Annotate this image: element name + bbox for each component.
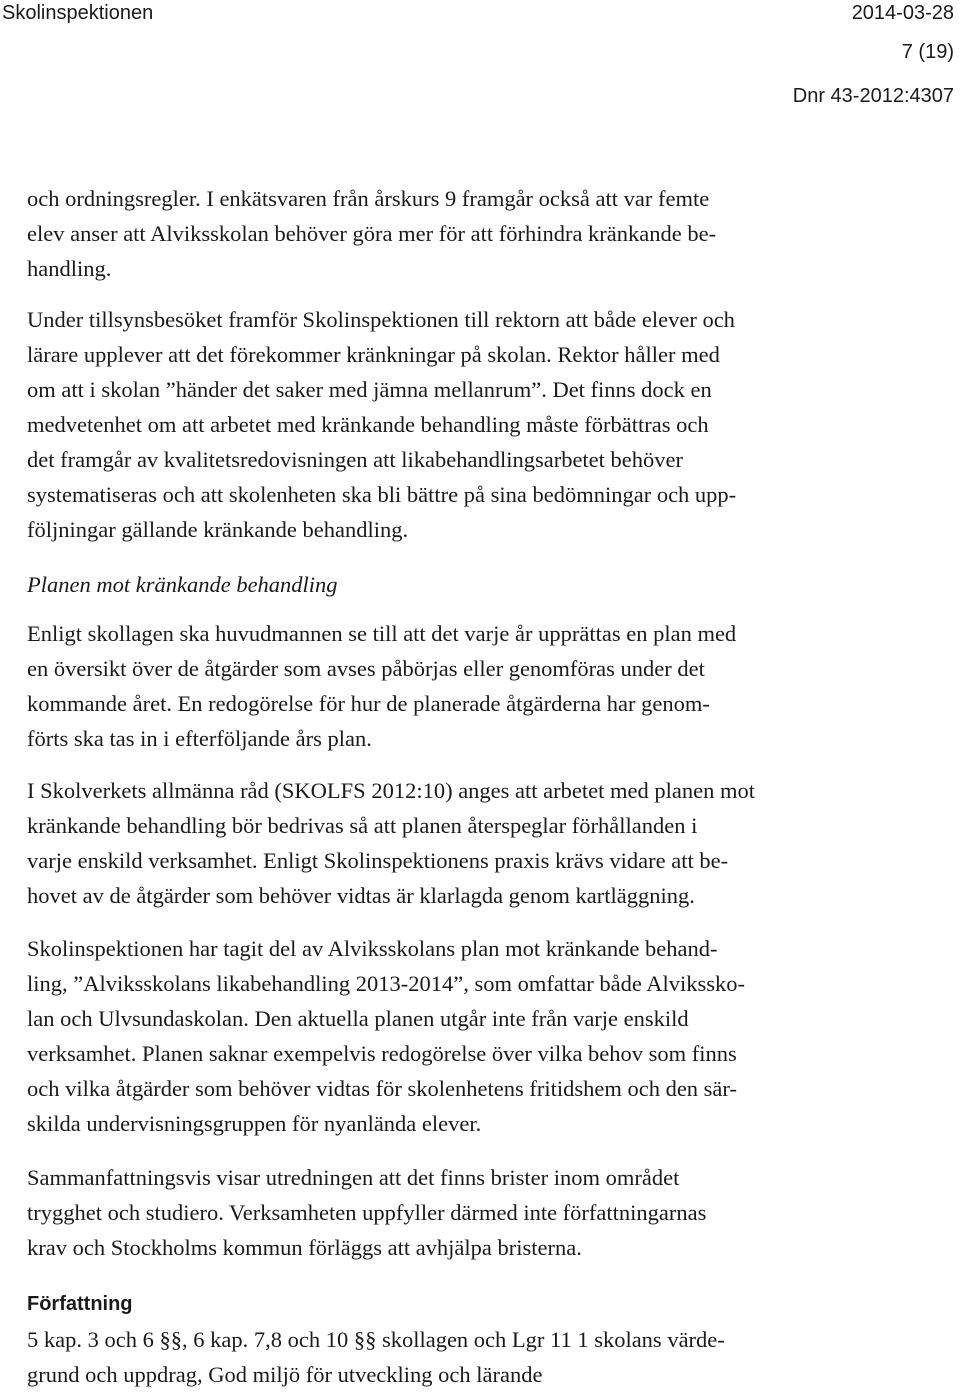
text-line: handling. (27, 256, 112, 281)
text-line: lan och Ulvsundaskolan. Den aktuella planen utgår inte från varje enskild (27, 1006, 689, 1031)
text-line: medvetenhet om att arbetet med kränkande behandling måste förbättras och (27, 412, 709, 437)
paragraph (27, 1322, 947, 1392)
paragraph (27, 181, 947, 286)
paragraph (27, 931, 947, 1141)
text-line: I Skolverkets allmänna råd (SKOLFS 2012:10) anges att arbetet med planen mot (27, 778, 755, 803)
text-line: trygghet och studiero. Verksamheten uppfyller därmed inte författningarnas (27, 1200, 707, 1225)
text-line: ling, ”Alviksskolans likabehandling 2013-2014”, som omfattar både Alviksskо- (27, 971, 746, 996)
paragraph (27, 1160, 947, 1265)
text-line: verksamhet. Planen saknar exempelvis redogörelse över vilka behov som finns (27, 1041, 737, 1066)
text-line: Enligt skollagen ska huvudmannen se till att det varje år upprättas en plan med (27, 621, 737, 646)
text-line: varje enskild verksamhet. Enligt Skolinspektionens praxis krävs vidare att be- (27, 848, 729, 873)
text-line: och ordningsregler. I enkätsvaren från årskurs 9 framgår också att var femte (27, 186, 710, 211)
header-dnr: Dnr 43-2012:4307 (792, 85, 954, 107)
section-heading: Författning (27, 1293, 133, 1315)
text-line: elev anser att Alviksskolan behöver göra mer för att förhindra kränkande be- (27, 221, 717, 246)
text-line: grund och uppdrag, God miljö för utveckling och lärande (27, 1362, 543, 1387)
text-line: krav och Stockholms kommun förläggs att avhjälpa bristerna. (27, 1235, 582, 1260)
text-line: Skolinspektionen har tagit del av Alviksskolans plan mot kränkande behand- (27, 936, 718, 961)
text-line: hovet av de åtgärder som behöver vidtas är klarlagda genom kartläggning. (27, 883, 695, 908)
text-line: kommande året. En redogörelse för hur de planerade åtgärderna har genom- (27, 691, 710, 716)
text-line: och vilka åtgärder som behöver vidtas för skolenhetens fritidshem och den sär- (27, 1076, 737, 1101)
text-line: om att i skolan ”händer det saker med jämna mellanrum”. Det finns dock en (27, 377, 712, 402)
text-line: lärare upplever att det förekommer kränkningar på skolan. Rektor håller med (27, 342, 720, 367)
header-org: Skolinspektionen (2, 2, 154, 24)
text-line: skilda undervisningsgruppen för nyanlända elever. (27, 1111, 482, 1136)
text-line: Under tillsynsbesöket framför Skolinspektionen till rektorn att både elever och (27, 307, 735, 332)
text-line: det framgår av kvalitetsredovisningen att likabehandlingsarbetet behöver (27, 447, 684, 472)
text-line: kränkande behandling bör bedrivas så att planen återspeglar förhållanden i (27, 813, 698, 838)
text-line: 5 kap. 3 och 6 §§, 6 kap. 7,8 och 10 §§ skollagen och Lgr 11 1 skolans värde- (27, 1327, 725, 1352)
header-date: 2014-03-28 (851, 2, 954, 24)
text-line: Sammanfattningsvis visar utredningen att det finns brister inom området (27, 1165, 680, 1190)
text-line: en översikt över de åtgärder som avses påbörjas eller genomföras under det (27, 656, 705, 681)
paragraph (27, 773, 947, 913)
header-page-number: 7 (19) (901, 41, 954, 63)
text-line: systematiseras och att skolenheten ska bli bättre på sina bedömningar och upp- (27, 482, 737, 507)
section-subheading: Planen mot kränkande behandling (27, 572, 338, 597)
paragraph (27, 616, 947, 756)
text-line: följningar gällande kränkande behandling. (27, 517, 409, 542)
text-line: förts ska tas in i efterföljande års plan. (27, 726, 372, 751)
paragraph (27, 302, 947, 547)
